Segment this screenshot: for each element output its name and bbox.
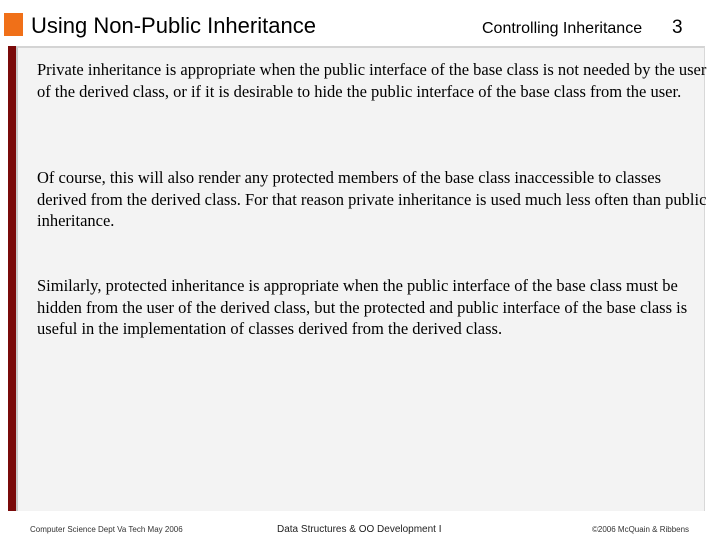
page-number: 3 (672, 17, 683, 38)
paragraph-protected-inheritance: Similarly, protected inheritance is appropriate when the public interface of the base class must be hidden from the user of the derived class, but the protected and public interface of the base class is useful in the implementation of classes derived from the derived class. (37, 276, 688, 338)
footer-copyright: ©2006 McQuain & Ribbens (592, 525, 690, 534)
paragraph-protected-members: Of course, this will also render any protected members of the base class inaccessible to classes derived from the derived class. For that reason private inheritance is used much less often than public inheritance. (37, 168, 707, 230)
paragraph-private-inheritance: Private inheritance is appropriate when the public interface of the base class is not needed by the user of the derived class, or if it is desirable to hide the public interface of the base class from the user. (37, 60, 707, 101)
slide-title: Using Non-Public Inheritance (31, 13, 316, 38)
title-accent-square (4, 13, 23, 36)
footer-department: Computer Science Dept Va Tech May 2006 (30, 525, 183, 534)
left-accent-bar (8, 46, 16, 511)
footer-course: Data Structures & OO Development I (277, 524, 442, 535)
section-title: Controlling Inheritance (482, 20, 643, 37)
